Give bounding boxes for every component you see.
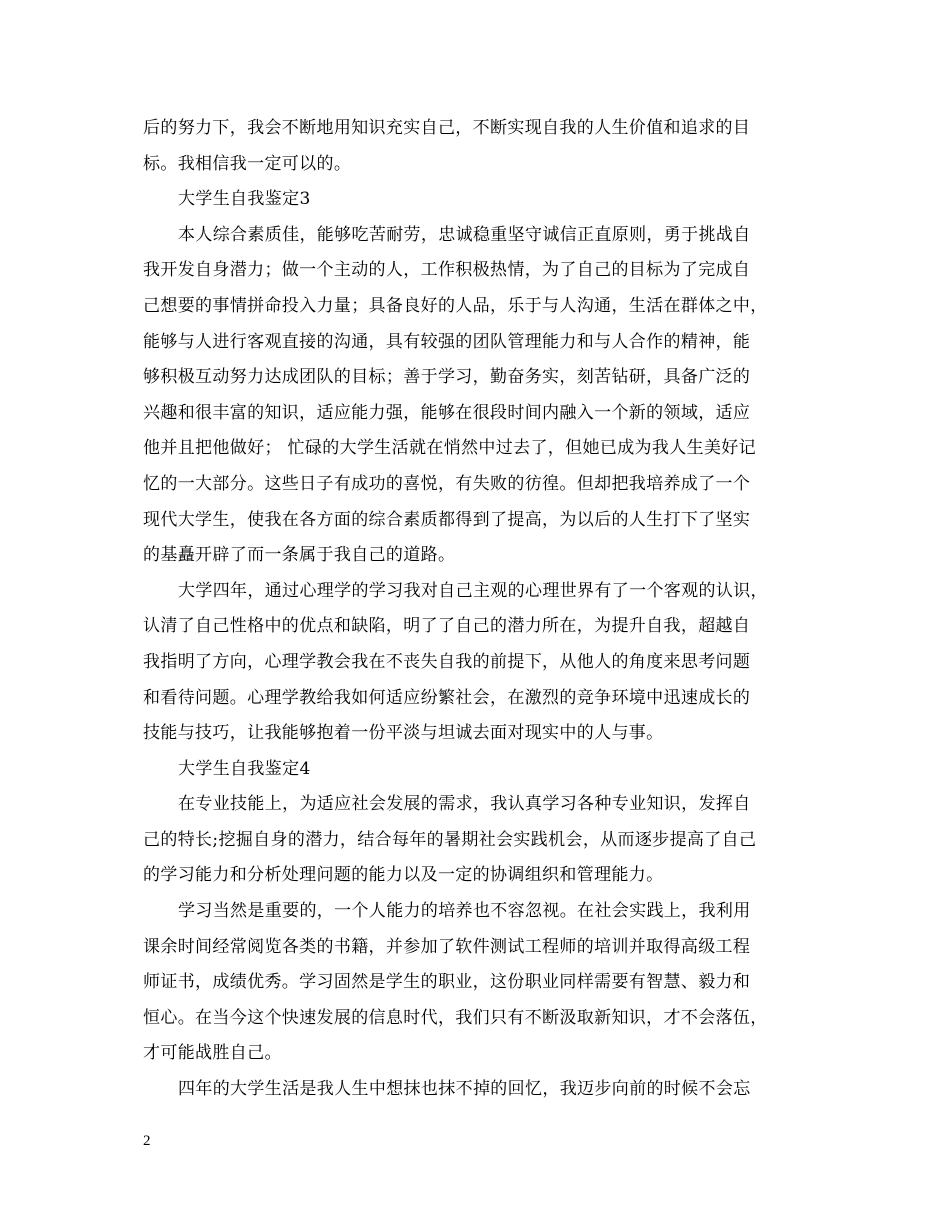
text-line: 的学习能力和分析处理问题的能力以及一定的协调组织和管理能力。 [143, 865, 664, 886]
document-body [143, 111, 823, 1108]
text-line: 后的努力下，我会不断地用知识充实自己，不断实现自我的人生价值和追求的目 [143, 118, 751, 138]
text-line: 课余时间经常阅览各类的书籍，并参加了软件测试工程师的培训并取得高级工程 [143, 936, 751, 957]
text-line: 技能与技巧，让我能够抱着一份平淡与坦诚去面对现实中的人与事。 [143, 723, 664, 744]
text-line: 能够与人进行客观直接的沟通，具有较强的团队管理能力和与人合作的精神，能 [143, 331, 751, 352]
text-line: 学习当然是重要的，一个人能力的培养也不容忽视。在社会实践上，我利用 [178, 901, 751, 922]
text-line: 的基矗开辟了而一条属于我自己的道路。 [143, 545, 456, 566]
text-line: 才可能战胜自己。 [143, 1043, 282, 1064]
text-line: 大学四年，通过心理学的学习我对自己主观的心理世界有了一个客观的认识， [178, 580, 768, 601]
text-line: 大学生自我鉴定3 [178, 189, 311, 210]
text-line: 兴趣和很丰富的知识，适应能力强，能够在很段时间内融入一个新的领域，适应 [143, 402, 751, 423]
text-line: 在专业技能上，为适应社会发展的需求，我认真学习各种专业知识，发挥自 [178, 794, 751, 815]
text-line: 大学生自我鉴定4 [178, 758, 311, 779]
text-line: 和看待问题。心理学教给我如何适应纷繁社会，在激烈的竞争环境中迅速成长的 [143, 687, 751, 708]
text-line: 现代大学生，使我在各方面的综合素质都得到了提高，为以后的人生打下了坚实 [143, 509, 751, 530]
page-number: 2 [143, 1133, 151, 1149]
text-line: 四年的大学生活是我人生中想抹也抹不掉的回忆，我迈步向前的时候不会忘 [178, 1079, 751, 1100]
text-line: 我开发自身潜力；做一个主动的人，工作积极热情，为了自己的目标为了完成自 [143, 260, 751, 281]
text-line: 他并且把他做好； 忙碌的大学生活就在悄然中过去了，但她已成为我人生美好记 [143, 438, 757, 459]
text-line: 己的特长;挖掘自身的潜力，结合每年的暑期社会实践机会，从而逐步提高了自己 [143, 829, 757, 850]
text-line: 本人综合素质佳，能够吃苦耐劳，忠诚稳重坚守诚信正直原则，勇于挑战自 [178, 224, 751, 245]
text-line: 师证书，成绩优秀。学习固然是学生的职业，这份职业同样需要有智慧、毅力和 [143, 972, 751, 993]
text-line: 恒心。在当今这个快速发展的信息时代，我们只有不断汲取新知识，才不会落伍， [143, 1007, 768, 1028]
text-line: 我指明了方向，心理学教会我在不丧失自我的前提下，从他人的角度来思考问题 [143, 651, 751, 672]
text-line: 忆的一大部分。这些日子有成功的喜悦，有失败的彷徨。但却把我培养成了一个 [143, 473, 751, 494]
text-line: 认清了自己性格中的优点和缺陷，明了了自己的潜力所在，为提升自我，超越自 [143, 616, 751, 637]
text-line: 己想要的事情拼命投入力量；具备良好的人品，乐于与人沟通，生活在群体之中， [143, 295, 768, 316]
text-line: 标。我相信我一定可以的。 [143, 153, 352, 174]
text-line: 够积极互动努力达成团队的目标；善于学习，勤奋务实，刻苦钻研，具备广泛的 [143, 367, 751, 388]
